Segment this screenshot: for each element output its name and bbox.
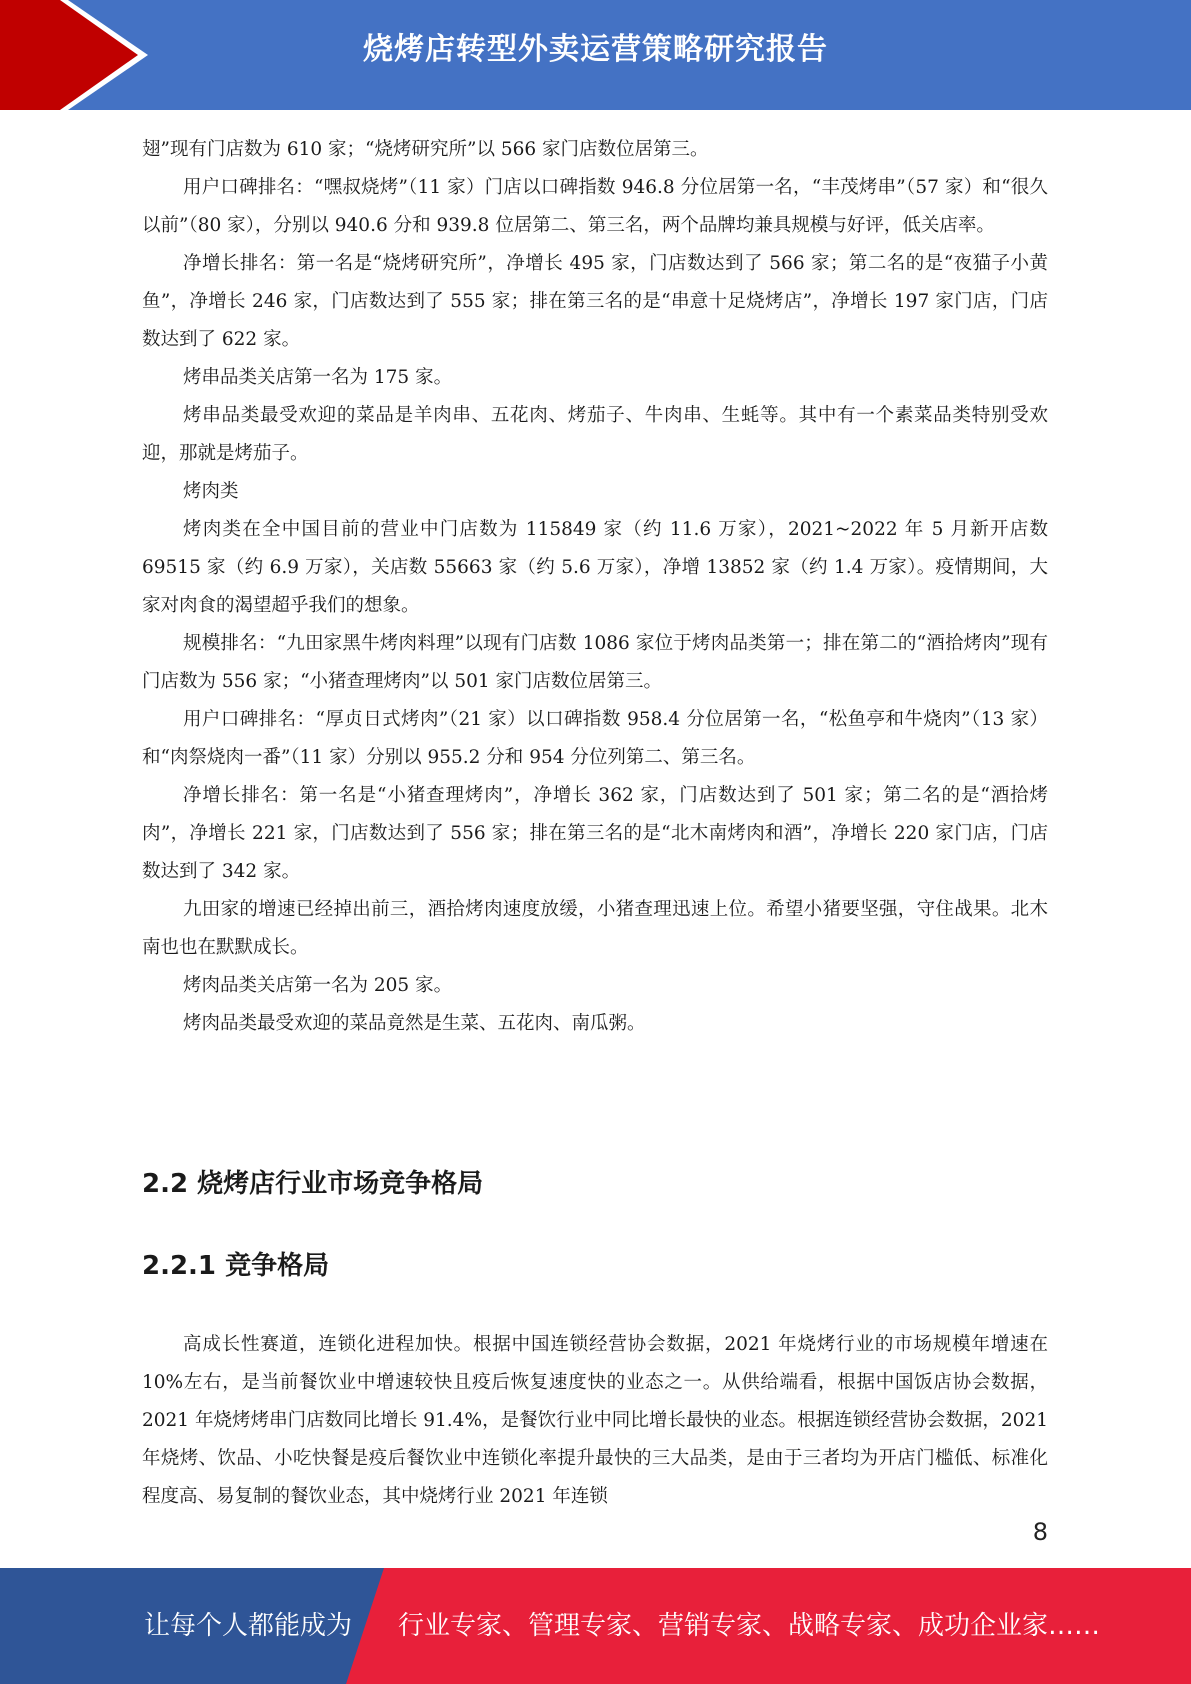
- page-footer: [0, 1568, 1191, 1684]
- body-text-top: [142, 131, 1048, 1043]
- paragraph: 规模排名：“九田家黑牛烤肉料理”以现有门店数 1086 家位于烤肉品类第一；排在第二的“酒拾烤肉”现有门店数为 556 家；“小猪查理烤肉”以 501 家门店数位居第三。: [142, 633, 1048, 692]
- footer-slogan-left: 让每个人都能成为: [144, 1611, 353, 1641]
- paragraph: 用户口碑排名：“厚贞日式烤肉”（21 家）以口碑指数 958.4 分位居第一名，“松鱼亭和牛烧肉”（13 家）和“肉祭烧肉一番”（11 家）分别以 955.2 分和 954 分位列第二、第三名。: [142, 709, 1048, 768]
- page-number: 8: [1032, 1518, 1048, 1546]
- page-header: [0, 0, 1191, 110]
- paragraph: 九田家的增速已经掉出前三，酒拾烤肉速度放缓，小猪查理迅速上位。希望小猪要坚强，守住战果。北木南也也在默默成长。: [142, 899, 1048, 958]
- body-text-bottom: [142, 1326, 1048, 1516]
- paragraph: 烤串品类关店第一名为 175 家。: [183, 367, 453, 388]
- paragraph: 用户口碑排名：“嘿叔烧烤”（11 家）门店以口碑指数 946.8 分位居第一名，“丰茂烤串”（57 家）和“很久以前”（80 家），分别以 940.6 分和 939.8 位居第二、第三名，两个品牌均兼具规模与好评，低关店率。: [142, 177, 1048, 236]
- paragraph: 烤串品类最受欢迎的菜品是羊肉串、五花肉、烤茄子、牛肉串、生蚝等。其中有一个素菜品类特别受欢迎，那就是烤茄子。: [142, 405, 1048, 464]
- paragraph: 翅”现有门店数为 610 家；“烧烤研究所”以 566 家门店数位居第三。: [142, 139, 709, 160]
- paragraph: 烤肉类: [183, 481, 239, 502]
- paragraph: 净增长排名：第一名是“烧烤研究所”，净增长 495 家，门店数达到了 566 家；第二名的是“夜猫子小黄鱼”，净增长 246 家，门店数达到了 555 家；排在第三名的是“串意十足烧烤店”，净增长 197 家门店，门店数达到了 622 家。: [142, 253, 1048, 350]
- paragraph: 烤肉品类最受欢迎的菜品竟然是生菜、五花肉、南瓜粥。: [183, 1013, 646, 1034]
- section-heading: 2.2 烧烤店行业市场竞争格局: [142, 1169, 484, 1199]
- paragraph: 烤肉类在全中国目前的营业中门店数为 115849 家（约 11.6 万家），2021~2022 年 5 月新开店数 69515 家（约 6.9 万家），关店数 55663 家（约 5.6 万家），净增 13852 家（约 1.4 万家）。疫情期间，大家对肉食的渴望超乎我们的想象。: [142, 519, 1048, 616]
- paragraph: 烤肉品类关店第一名为 205 家。: [183, 975, 453, 996]
- paragraph: 净增长排名：第一名是“小猪查理烤肉”，净增长 362 家，门店数达到了 501 家；第二名的是“酒拾烤肉”，净增长 221 家，门店数达到了 556 家；排在第三名的是“北木南烤肉和酒”，净增长 220 家门店，门店数达到了 342 家。: [142, 785, 1048, 882]
- footer-slogan-right: 行业专家、管理专家、营销专家、战略专家、成功企业家……: [398, 1611, 1101, 1641]
- subsection-heading: 2.2.1 竞争格局: [142, 1251, 330, 1281]
- paragraph: 高成长性赛道，连锁化进程加快。根据中国连锁经营协会数据，2021 年烧烤行业的市场规模年增速在 10%左右，是当前餐饮业中增速较快且疫后恢复速度快的业态之一。从供给端看，根据中国饭店协会数据，2021 年烧烤烤串门店数同比增长 91.4%，是餐饮行业中同比增长最快的业态。根据连锁经营协会数据，2021 年烧烤、饮品、小吃快餐是疫后餐饮业中连锁化率提升最快的三大品类，是由于三者均为开店门槛低、标准化程度高、易复制的餐饮业态，其中烧烤行业 2021 年连锁: [142, 1334, 1048, 1507]
- header-title: 烧烤店转型外卖运营策略研究报告: [363, 32, 828, 67]
